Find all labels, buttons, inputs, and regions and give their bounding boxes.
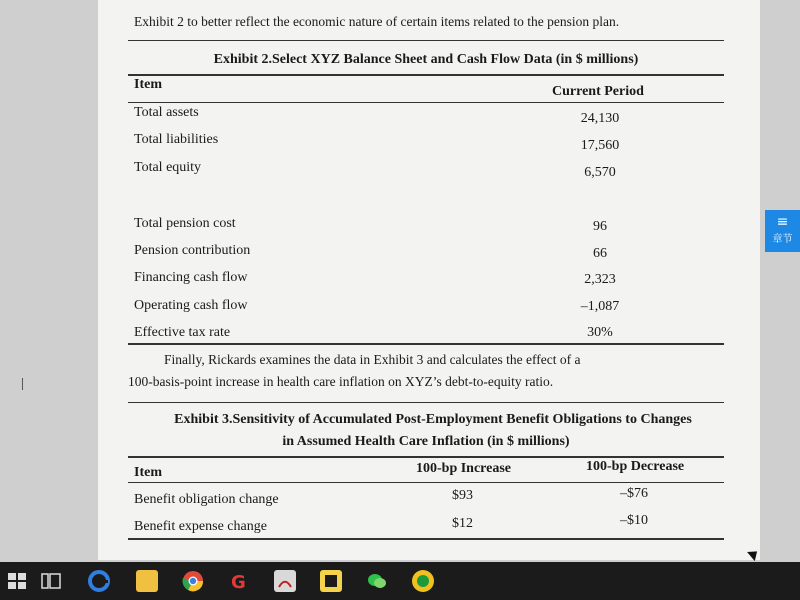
table-row-label: Total equity	[134, 160, 202, 175]
table-row-label: Total liabilities	[134, 132, 219, 147]
table-row-value: 17,560	[580, 138, 620, 153]
exhibit2-col-item: Item	[134, 77, 162, 92]
table-top-rule	[128, 74, 724, 76]
table-row-decrease: –$10	[620, 513, 648, 528]
table-bottom-rule	[128, 343, 724, 345]
app-g-icon[interactable]	[228, 570, 250, 592]
table-row-increase: $93	[452, 488, 473, 503]
body-paragraph	[128, 349, 580, 393]
svg-text:G: G	[231, 572, 246, 592]
table-row-label: Total assets	[134, 105, 199, 120]
exhibit3-col-item: Item	[134, 465, 162, 480]
table-row-decrease: –$76	[620, 486, 648, 501]
table-row-value: –1,087	[580, 299, 620, 314]
windows-start-icon[interactable]	[6, 570, 28, 592]
edge-browser-icon[interactable]	[88, 570, 110, 592]
music-app-icon[interactable]	[412, 570, 434, 592]
pdf-reader-icon[interactable]	[274, 570, 296, 592]
text-cursor	[22, 378, 23, 390]
divider	[128, 402, 724, 403]
exhibit3-col-decrease: 100-bp Decrease	[586, 459, 685, 474]
taskbar	[0, 562, 800, 600]
chapter-label: 章节	[772, 234, 793, 245]
exhibit2-col-value: Current Period	[552, 84, 644, 99]
table-top-rule	[128, 456, 724, 458]
table-row-value: 2,323	[584, 272, 616, 287]
table-row-label: Total pension cost	[134, 216, 236, 231]
wechat-icon[interactable]	[366, 570, 388, 592]
table-row-value: 6,570	[584, 165, 616, 180]
paragraph-line: Finally, Rickards examines the data in Exhibit 3 and calculates the effect of a	[164, 352, 581, 367]
table-row-label: Effective tax rate	[134, 325, 231, 340]
table-row-label: Benefit obligation change	[134, 492, 279, 507]
chrome-icon[interactable]	[182, 570, 204, 592]
file-explorer-icon[interactable]	[136, 570, 158, 592]
table-row-increase: $12	[452, 516, 473, 531]
task-view-icon[interactable]	[40, 570, 62, 592]
table-row-value: 96	[593, 219, 607, 234]
exhibit3-title-line1: Exhibit 3.Sensitivity of Accumulated Post-Employment Benefit Obligations to Changes	[174, 412, 692, 427]
exhibit3-title-line2: in Assumed Health Care Inflation (in $ millions)	[282, 434, 570, 449]
table-row-label: Financing cash flow	[134, 270, 248, 285]
table-row-label: Pension contribution	[134, 243, 251, 258]
header-rule	[128, 482, 724, 483]
table-row-label: Benefit expense change	[134, 519, 267, 534]
document-page	[98, 0, 760, 560]
intro-text: Exhibit 2 to better reflect the economic nature of certain items related to the pension plan.	[134, 14, 620, 29]
sticky-notes-icon[interactable]	[320, 570, 342, 592]
table-bottom-rule	[128, 538, 724, 540]
table-row-label: Operating cash flow	[134, 298, 248, 313]
table-row-value: 24,130	[580, 111, 620, 126]
paragraph-line: 100-basis-point increase in health care inflation on XYZ’s debt-to-equity ratio.	[128, 374, 554, 389]
exhibit3-col-increase: 100-bp Increase	[416, 461, 512, 476]
table-row-value: 66	[593, 246, 607, 261]
table-row-value: 30%	[587, 325, 613, 340]
menu-lines-icon: ≡	[776, 214, 789, 230]
divider	[128, 40, 724, 41]
chapter-button[interactable]	[765, 210, 800, 252]
header-rule	[128, 102, 724, 103]
exhibit2-title: Exhibit 2.Select XYZ Balance Sheet and Cash Flow Data (in $ millions)	[213, 52, 639, 67]
